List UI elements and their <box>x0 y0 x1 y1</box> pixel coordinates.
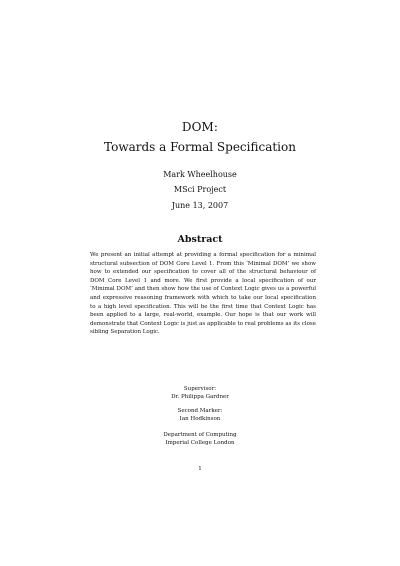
institution-name: Imperial College London <box>165 439 235 446</box>
supervisor-block <box>0 386 400 402</box>
abstract-body: We present an initial attempt at providing a formal specification for a minimal structural subsection of DOM Core Level 1. From this ‘Minimal DOM’ we show how to extended our specification to cover all of the structural behaviour of DOM Core Level 1 and more. We first provide a local specification of our ‘Minimal DOM’ and then show how the use of Context Logic gives us a powerful and expressive reasoning framework with which to take our local specification to a high level specification. This will be the first time that Context Logic has been applied to a large, real-world, example. Our hope is that our work will demonstrate that Context Logic is just as applicable to real problems as its close sibling Separation Logic. <box>90 252 316 336</box>
title-line-1: DOM: <box>181 120 219 134</box>
author-name: Mark Wheelhouse <box>163 170 237 179</box>
supervisor-label: Supervisor: <box>183 386 217 392</box>
second-marker-name: Ian Hodkinson <box>179 415 221 422</box>
supervisor-name: Dr. Philippa Gardner <box>171 393 229 400</box>
second-marker-label: Second Marker: <box>177 408 223 414</box>
abstract-heading: Abstract <box>177 234 223 245</box>
department-block <box>0 432 400 448</box>
document-date: June 13, 2007 <box>171 201 229 210</box>
project-type: MSci Project <box>173 185 227 194</box>
page-number: 1 <box>198 466 202 472</box>
department-name: Department of Computing <box>163 432 237 438</box>
title-line-2: Towards a Formal Specification <box>104 140 296 154</box>
second-marker-block <box>0 408 400 424</box>
